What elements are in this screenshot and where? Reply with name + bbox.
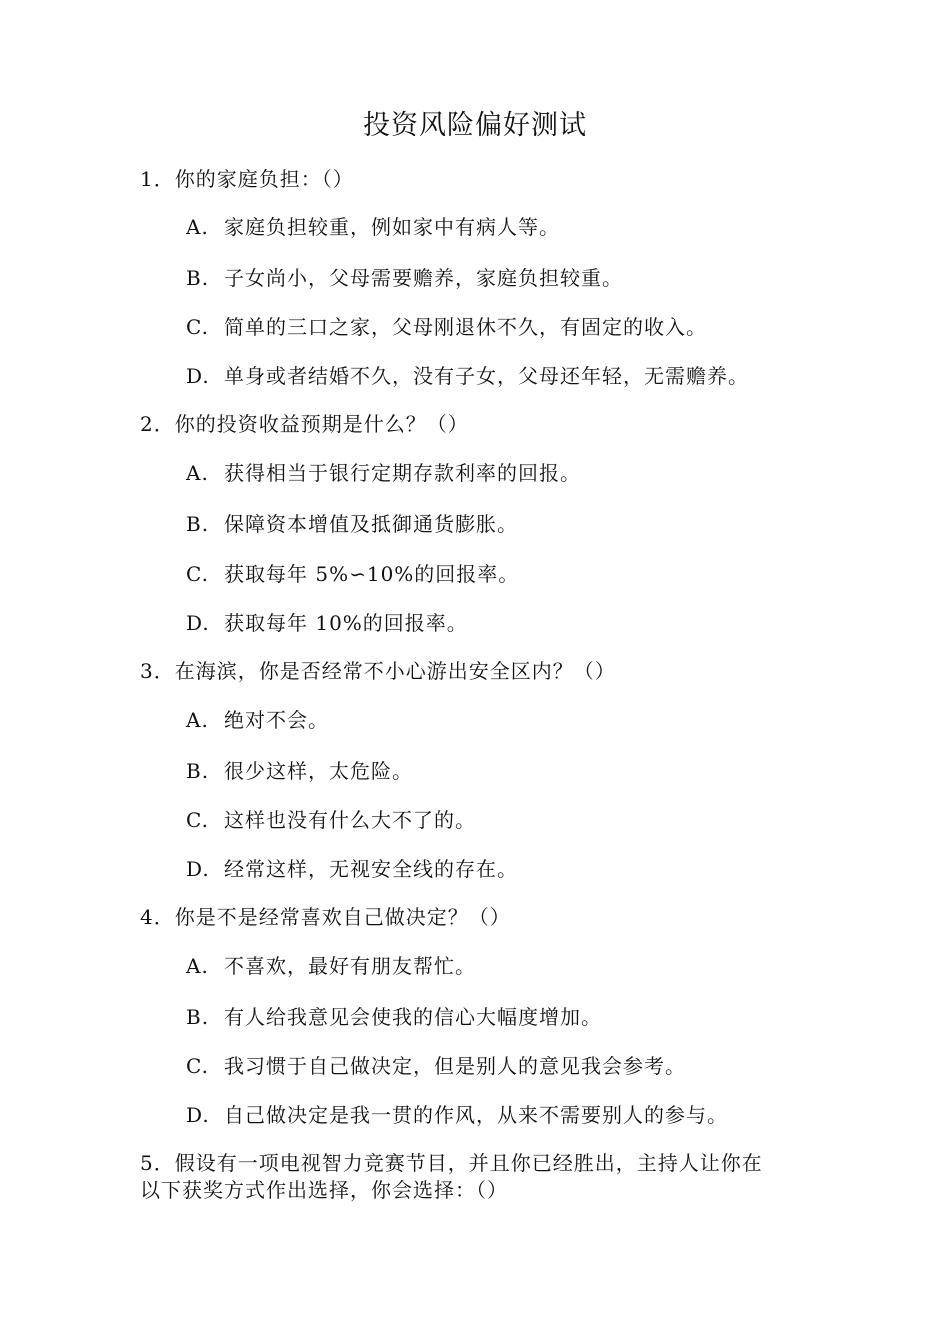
question-1-option-c [186, 314, 826, 341]
question-3-option-b [186, 758, 826, 785]
option-letter: D. [186, 1103, 210, 1127]
option-text: 获得相当于银行定期存款利率的回报。 [224, 461, 581, 485]
option-text: 不喜欢，最好有朋友帮忙。 [224, 954, 476, 978]
option-text: 获取每年 10%的回报率。 [224, 611, 468, 635]
option-letter: C. [186, 562, 209, 586]
option-text: 家庭负担较重，例如家中有病人等。 [224, 215, 560, 239]
question-4-option-a [186, 953, 826, 980]
option-letter: D. [186, 611, 210, 635]
option-text: 绝对不会。 [224, 708, 329, 732]
question-2-option-a [186, 460, 826, 487]
question-1-option-b [186, 265, 826, 292]
option-letter: C. [186, 1054, 209, 1078]
option-text: 自己做决定是我一贯的作风，从来不需要别人的参与。 [224, 1103, 728, 1127]
question-5 [140, 1150, 810, 1204]
option-letter: B. [186, 759, 210, 783]
question-4: 4．你是不是经常喜欢自己做决定？（） [140, 905, 511, 929]
option-text: 有人给我意见会使我的信心大幅度增加。 [224, 1005, 602, 1029]
question-1: 1．你的家庭负担：（） [140, 167, 354, 191]
option-letter: B. [186, 1005, 210, 1029]
page-title: 投资风险偏好测试 [363, 110, 587, 141]
question-3-option-d [186, 856, 826, 883]
question-4-option-b [186, 1004, 826, 1031]
option-letter: A. [186, 461, 209, 485]
question-3-option-c [186, 807, 826, 834]
question-2-option-b [186, 511, 826, 538]
question-5-line-2: 以下获奖方式作出选择，你会选择：（） [140, 1178, 508, 1202]
option-text: 获取每年 5%∽10%的回报率。 [224, 562, 520, 586]
question-4-option-c [186, 1053, 826, 1080]
option-letter: C. [186, 315, 209, 339]
option-letter: A. [186, 954, 209, 978]
option-text: 经常这样，无视安全线的存在。 [224, 857, 518, 881]
question-2: 2．你的投资收益预期是什么？（） [140, 412, 469, 436]
question-2-option-d [186, 610, 826, 637]
question-3-option-a [186, 707, 826, 734]
option-letter: D. [186, 857, 210, 881]
question-2-option-c [186, 561, 826, 588]
option-text: 单身或者结婚不久，没有子女，父母还年轻，无需赡养。 [224, 364, 749, 388]
option-letter: A. [186, 708, 209, 732]
option-letter: A. [186, 215, 209, 239]
option-text: 保障资本增值及抵御通货膨胀。 [224, 512, 518, 536]
option-text: 这样也没有什么大不了的。 [224, 808, 476, 832]
option-letter: D. [186, 364, 210, 388]
option-text: 简单的三口之家，父母刚退休不久，有固定的收入。 [224, 315, 707, 339]
question-3: 3．在海滨，你是否经常不小心游出安全区内？（） [140, 659, 616, 683]
option-letter: B. [186, 266, 210, 290]
question-1-option-d [186, 363, 826, 390]
option-letter: C. [186, 808, 209, 832]
option-text: 我习惯于自己做决定，但是别人的意见我会参考。 [224, 1054, 686, 1078]
option-text: 子女尚小，父母需要赡养，家庭负担较重。 [224, 266, 623, 290]
question-5-line-1: 5．假设有一项电视智力竞赛节目，并且你已经胜出，主持人让你在 [140, 1151, 763, 1175]
question-4-option-d [186, 1102, 826, 1129]
question-1-option-a [186, 214, 826, 241]
option-text: 很少这样，太危险。 [224, 759, 413, 783]
option-letter: B. [186, 512, 210, 536]
